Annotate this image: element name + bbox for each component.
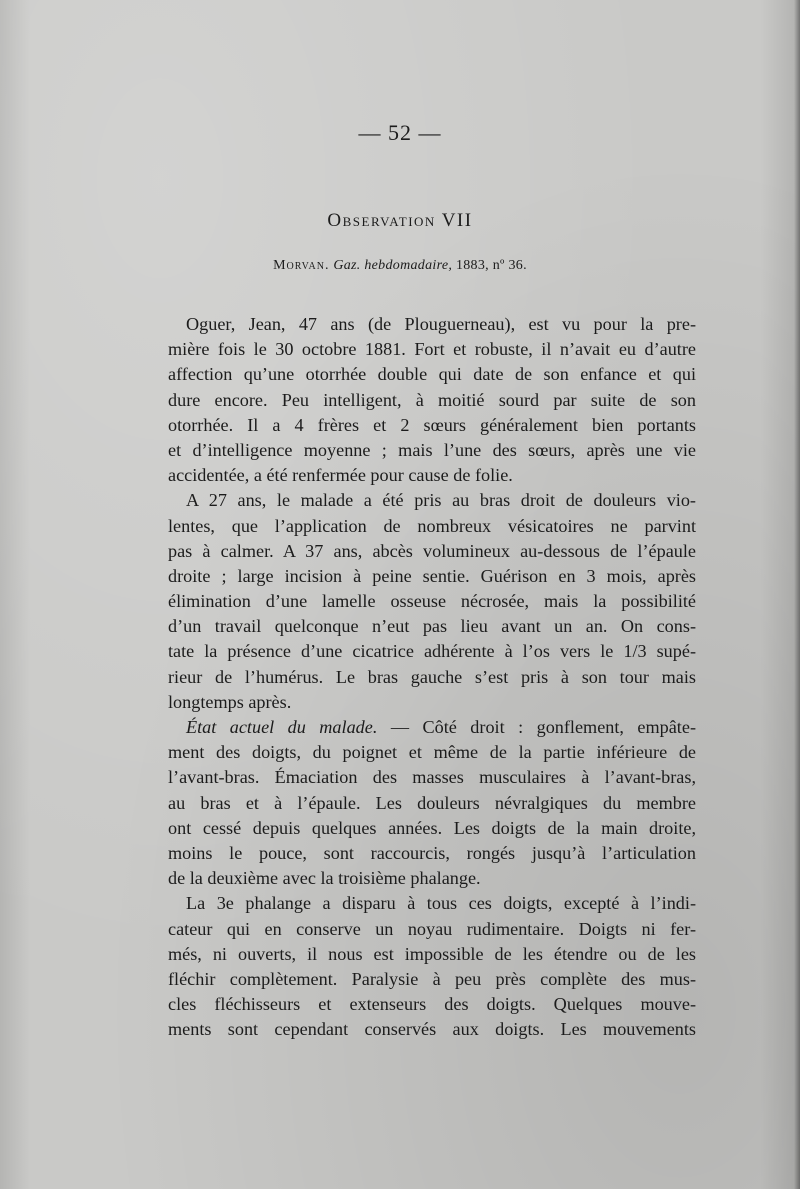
text-line: ont cessé depuis quelques années. Les doigts de la main droite,	[168, 817, 696, 838]
text-line: La 3e phalange a disparu à tous ces doigts, excepté à l’indi-	[186, 893, 696, 914]
text-line: ments sont cependant conservés aux doigts. Les mouvements	[168, 1019, 696, 1040]
text-line: de la deuxième avec la troisième phalange.	[168, 868, 481, 889]
text-line: tate la présence d’une cicatrice adhérente à l’os vers le 1/3 supé-	[168, 641, 696, 662]
text-line: accidentée, a été renfermée pour cause de folie.	[168, 465, 513, 486]
text-line	[168, 715, 696, 740]
text-line: et d’intelligence moyenne ; mais l’une des sœurs, après une vie	[168, 439, 696, 460]
citation-year-issue: 1883, nº 36.	[455, 258, 527, 273]
show-through-text	[150, 150, 710, 330]
observation-title: Observation VII	[327, 210, 473, 231]
page-edge-shadow	[794, 0, 800, 1189]
text-line: longtemps après.	[168, 691, 292, 712]
text-line: rieur de l’humérus. Le bras gauche s’est pris à son tour mais	[168, 666, 696, 687]
text-line: cateur qui en conserve un noyau rudimentaire. Doigts ni fer-	[168, 918, 696, 939]
text-line: lentes, que l’application de nombreux vésicatoires ne parvint	[168, 515, 696, 536]
section-heading-italic: État actuel du malade.	[186, 717, 378, 737]
text-line-continuation: — Côté droit : gonflement, empâte-	[390, 717, 696, 737]
text-line: droite ; large incision à peine sentie. Guérison en 3 mois, après	[168, 565, 696, 586]
text-line: més, ni ouverts, il nous est impossible de les étendre ou de les	[168, 943, 696, 964]
page-number: — 52 —	[358, 120, 442, 145]
text-line: moins le pouce, sont raccourcis, rongés jusqu’à l’articulation	[168, 842, 696, 863]
text-line: mière fois le 30 octobre 1881. Fort et robuste, il n’avait eu d’autre	[168, 339, 696, 360]
text-line: au bras et à l’épaule. Les douleurs névralgiques du membre	[168, 792, 696, 813]
citation-author: Morvan.	[273, 258, 330, 273]
body-text	[168, 312, 696, 1042]
text-line: cles fléchisseurs et extenseurs des doigts. Quelques mouve-	[168, 994, 696, 1015]
text-line: élimination d’une lamelle osseuse nécrosée, mais la possibilité	[168, 591, 696, 612]
text-line: otorrhée. Il a 4 frères et 2 sœurs généralement bien portants	[168, 414, 696, 435]
citation	[0, 258, 800, 274]
text-line: A 27 ans, le malade a été pris au bras droit de douleurs vio-	[186, 490, 696, 511]
text-line: affection qu’une otorrhée double qui date de son enfance et qui	[168, 364, 696, 385]
text-line: pas à calmer. A 37 ans, abcès volumineux au-dessous de l’épaule	[168, 540, 696, 561]
text-line: Oguer, Jean, 47 ans (de Plouguerneau), est vu pour la pre-	[186, 314, 696, 334]
text-line: fléchir complètement. Paralysie à peu près complète des mus-	[168, 968, 696, 989]
citation-journal: Gaz. hebdomadaire,	[333, 258, 453, 273]
text-line: d’un travail quelconque n’eut pas lieu avant un an. On cons-	[168, 616, 696, 637]
text-line: l’avant-bras. Émaciation des masses musculaires à l’avant-bras,	[168, 767, 696, 788]
text-line: ment des doigts, du poignet et même de la partie inférieure de	[168, 742, 696, 763]
text-line: dure encore. Peu intelligent, à moitié sourd par suite de son	[168, 389, 696, 410]
